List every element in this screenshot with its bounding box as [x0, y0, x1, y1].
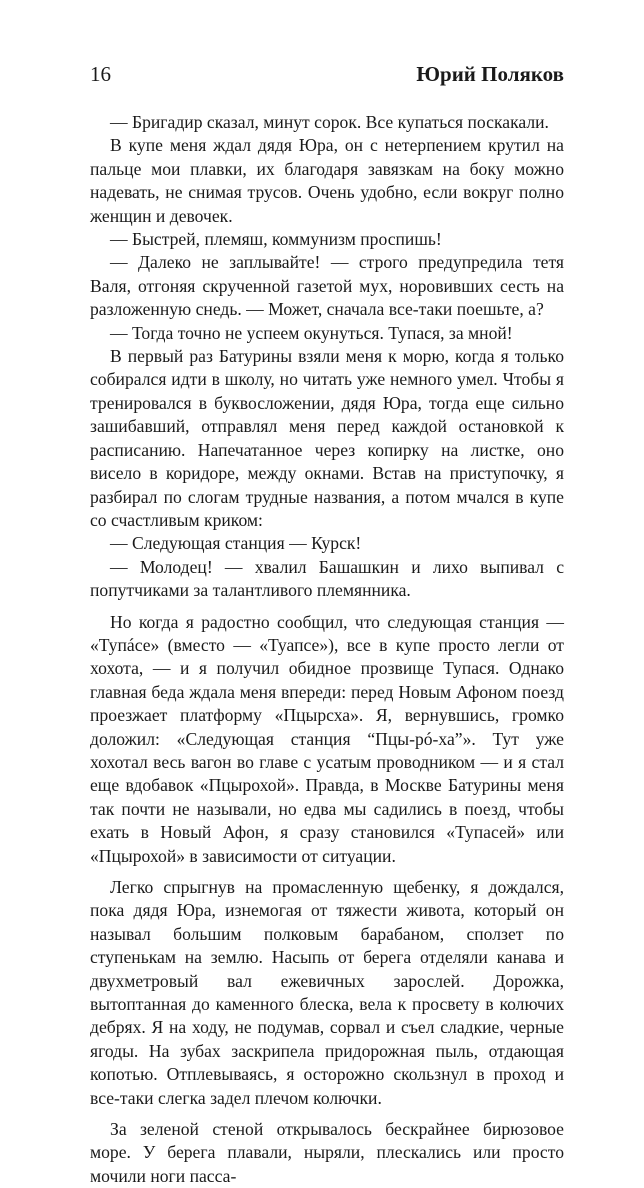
page-number: 16 — [90, 62, 111, 86]
running-head-author: Юрий Поляков — [416, 62, 564, 86]
paragraph: — Молодец! — хвалил Башашкин и лихо выпивал с попутчиками за талантливого племянника. — [90, 556, 564, 601]
paragraph: Легко спрыгнув на промасленную щебенку, я дождался, пока дядя Юра, изнемогая от тяжести живота, который он называл большим полковым барабаном, сползет по ступенькам на землю. Насыпь от берега отделяли канава и двухметровый вал ежевичных зарослей. Дорожка, вытоптанная до каменного блеска, вела к просвету в колючих дебрях. Я на ходу, не подумав, сорвал и съел сладкие, черные ягоды. На зубах заскрипела придорожная пыль, отдающая копотью. Отплевываясь, я осторожно скользнул в проход и все-таки слегка задел плечом колючки. — [90, 877, 564, 1108]
paragraph: — Следующая станция — Курск! — [110, 533, 362, 554]
paragraph: В купе меня ждал дядя Юра, он с нетерпением крутил на пальце мои плавки, их благодаря завязкам на боку можно надевать, не снимая трусов. Очень удобно, если вокруг полно женщин и девочек. — [90, 135, 564, 226]
paragraph: — Быстрей, племяш, коммунизм проспишь! — [110, 229, 442, 250]
paragraph: В первый раз Батурины взяли меня к морю, когда я только собирался идти в школу, но читать уже немного умел. Чтобы я тренировался в буквосложении, дядя Юра, тогда еще сильно зашибавший, отправлял меня перед каждой остановкой к расписанию. Напечатанное через копирку на листке, оно висело в коридоре, между окнами. Встав на приступочку, я разбирал по слогам трудные названия, а потом мчался в купе со счастливым криком: — [90, 346, 564, 530]
page-header — [90, 62, 564, 102]
book-page — [90, 62, 564, 1188]
paragraph: Но когда я радостно сообщил, что следующая станция — «Тупáсе» (вместо — «Туапсе»), все в купе просто легли от хохота, — и я получил обидное прозвище Тупася. Однако главная беда ждала меня впереди: перед Новым Афоном поезд проезжает платформу «Пцырсха». Я, вернувшись, громко доложил: «Следующая станция “Пцы-рó-ха”». Тут уже хохотал весь вагон во главе с усатым проводником — и я стал еще вдобавок «Пцырохой». Правда, в Москве Батурины меня так почти не называли, но едва мы садились в поезд, чтобы ехать в Новый Афон, я сразу становился «Тупасей» или «Пцырохой» в зависимости от ситуации. — [90, 611, 564, 866]
paragraph: — Бригадир сказал, минут сорок. Все купаться поскакали. — [110, 112, 549, 132]
paragraph: — Тогда точно не успеем окунуться. Тупася, за мной! — [110, 322, 513, 343]
paragraph: — Далеко не заплывайте! — строго предупредила тетя Валя, отгоняя скрученной газетой мух, норовивших сесть на разложенную снедь. — Может, сначала все-таки поешьте, а? — [90, 252, 564, 320]
paragraph: За зеленой стеной открывалось бескрайнее бирюзовое море. У берега плавали, ныряли, плескались или просто мочили ноги пасса- — [90, 1119, 564, 1186]
body-text — [90, 111, 564, 1188]
